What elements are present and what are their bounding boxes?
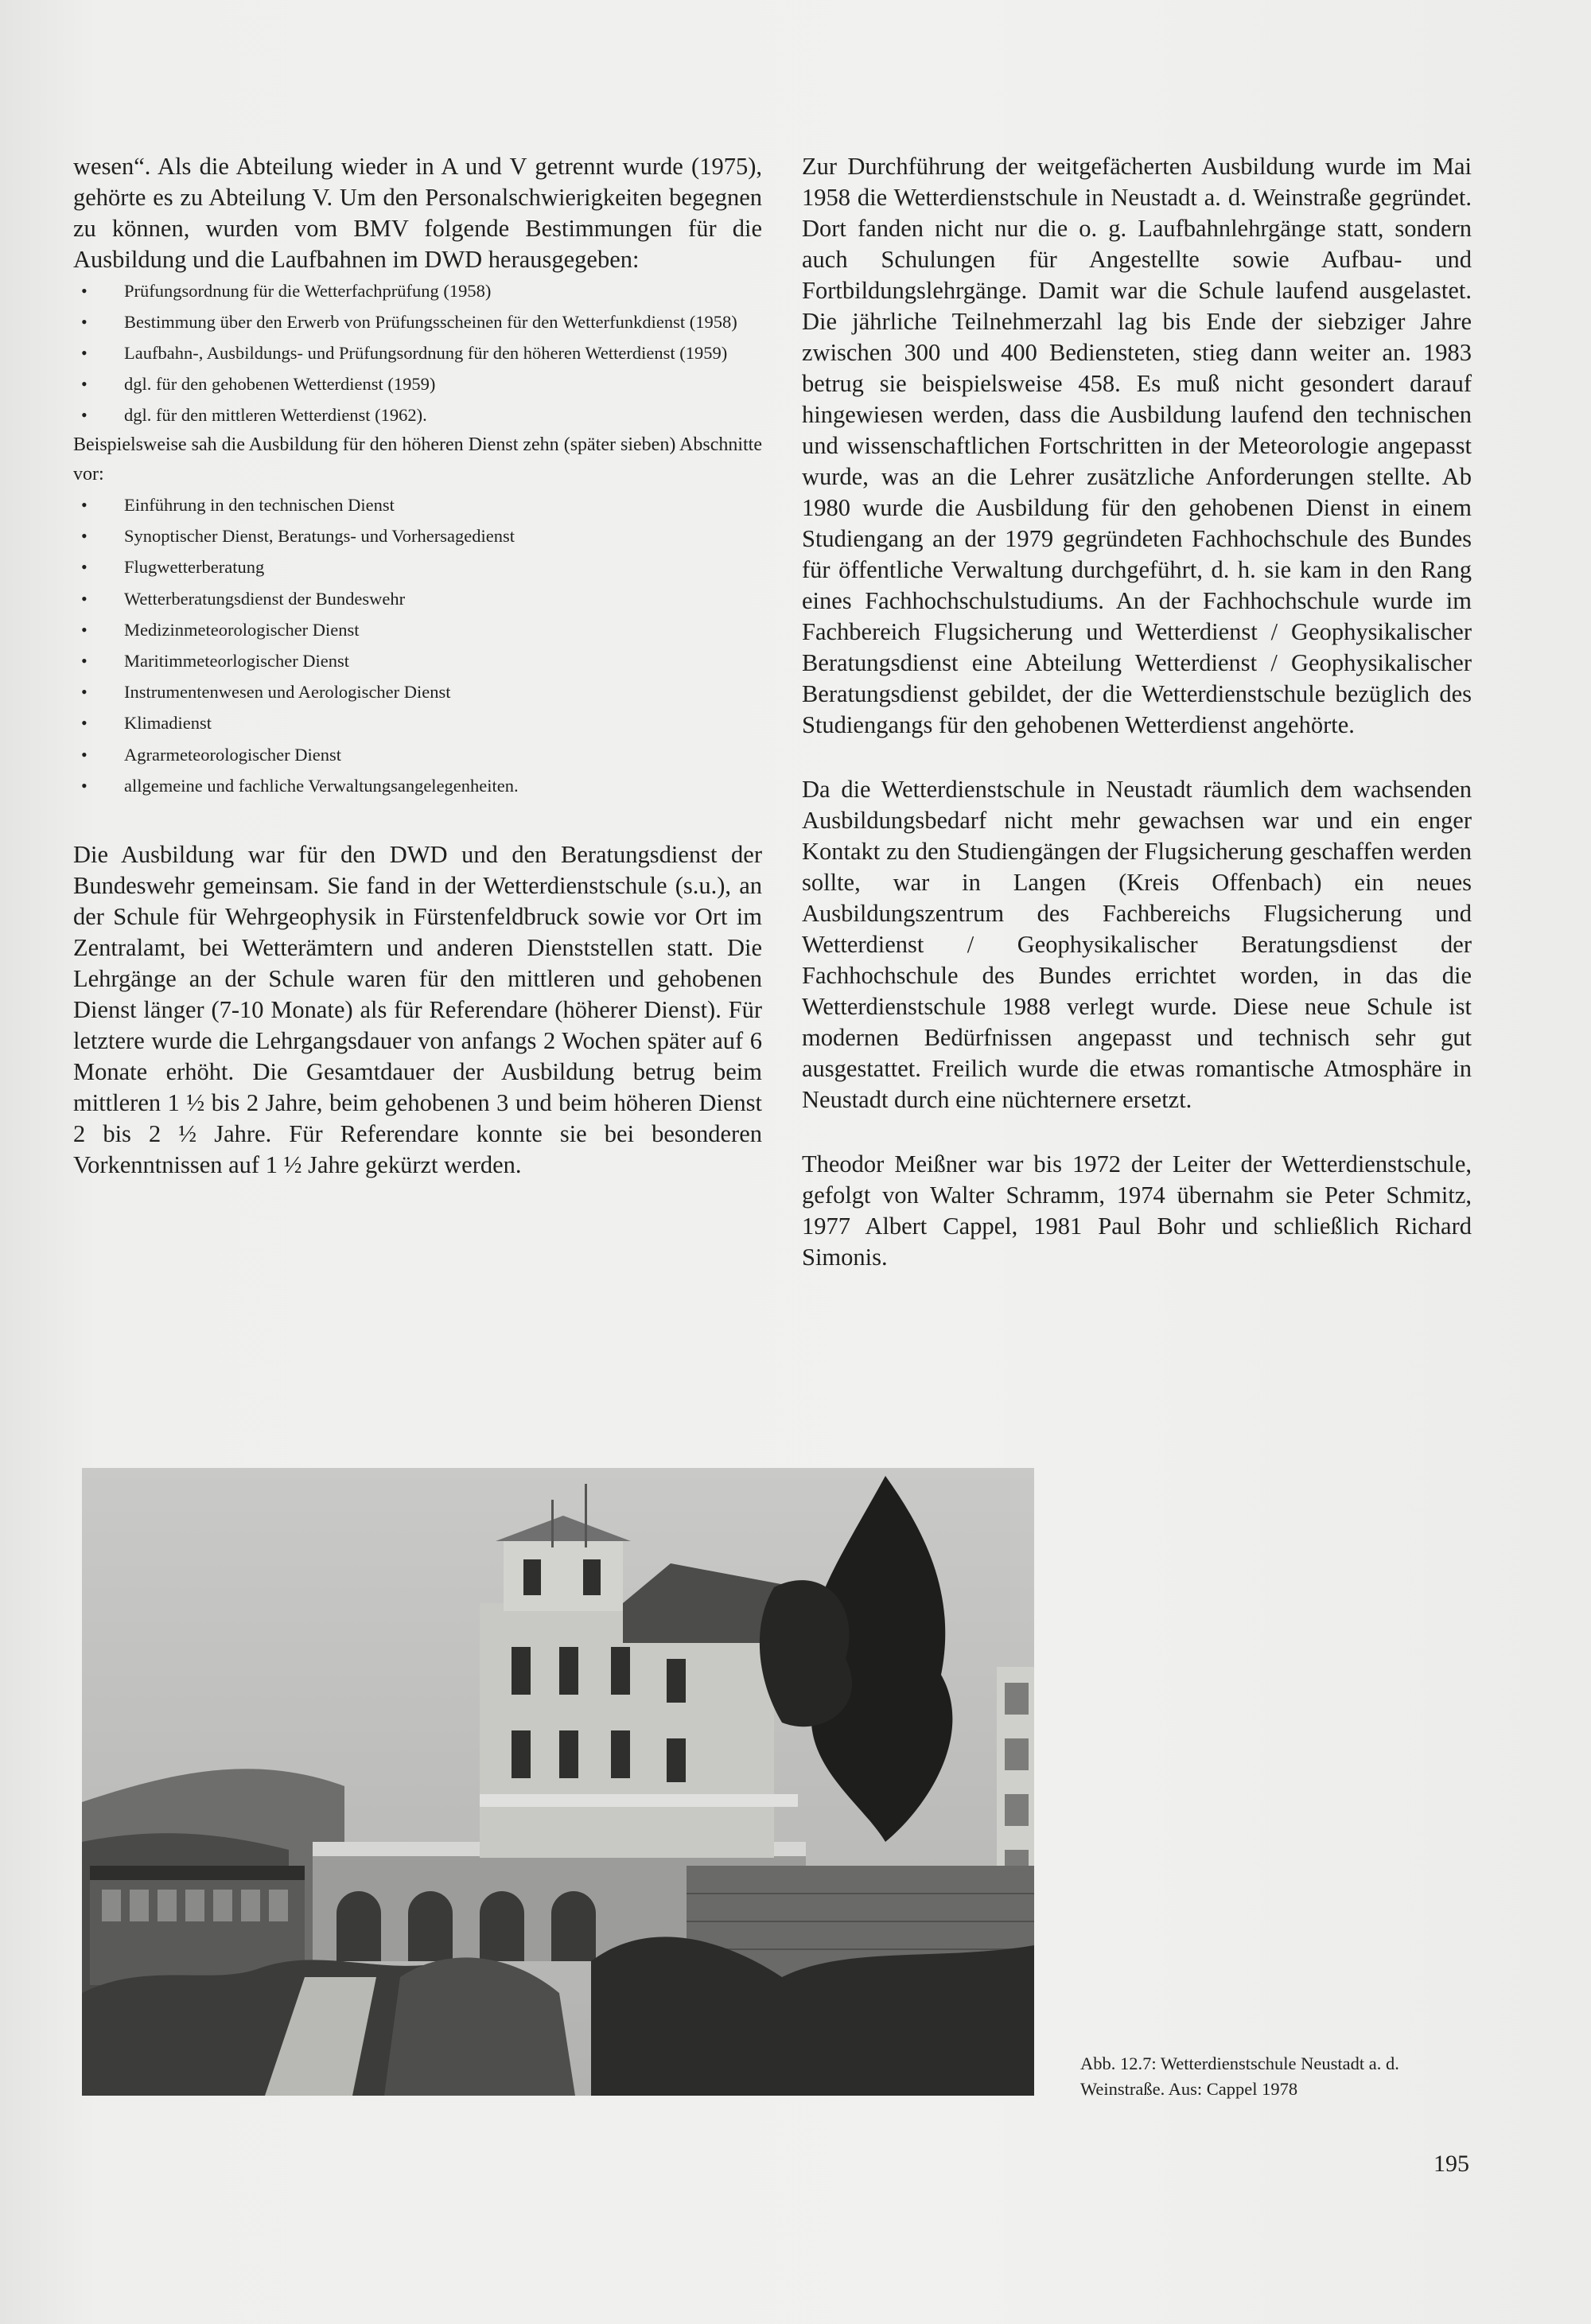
list-item: • Klimadienst [124, 707, 762, 738]
intro-paragraph: wesen“. Als die Abteilung wieder in A und V getrennt wurde (1975), gehörte es zu Abteilung V. Um den Personalschwierigkeiten begegnen zu können, wurden vom BMV folgende Bestimmungen für die Ausbildung und die Laufbahnen im DWD herausgegeben: [73, 153, 762, 273]
list-item: • Prüfungsordnung für die Wetterfachprüfung (1958) [124, 275, 762, 306]
list-item: • Laufbahn-, Ausbildungs- und Prüfungsordnung für den höheren Wetterdienst (1959) [124, 337, 762, 368]
list-item: • Wetterberatungsdienst der Bundeswehr [124, 583, 762, 614]
figure-caption: Abb. 12.7: Wetterdienstschule Neustadt a. d. Weinstraße. Aus: Cappel 1978 [1080, 2053, 1399, 2099]
list-item: • Maritimmeteorlogischer Dienst [124, 645, 762, 676]
list-item: • Einführung in den technischen Dienst [124, 489, 762, 520]
directors-paragraph: Theodor Meißner war bis 1972 der Leiter der Wetterdienstschule, gefolgt von Walter Schramm, 1974 übernahm sie Peter Schmitz, 1977 Albert Cappel, 1981 Paul Bohr und schließlich Richard Simonis. [802, 1150, 1472, 1271]
list-item: • Instrumentenwesen und Aerologischer Dienst [124, 676, 762, 707]
list-item: • Medizinmeteorologischer Dienst [124, 614, 762, 645]
sections-intro: Beispielsweise sah die Ausbildung für den höheren Dienst zehn (später sieben) Abschnitte vor: [73, 434, 762, 485]
school-building-photo [82, 1468, 1034, 2096]
training-paragraph: Die Ausbildung war für den DWD und den Beratungsdienst der Bundeswehr gemeinsam. Sie fand in der Wetterdienstschule (s.u.), an der Schule für Wehrgeophysik in Fürstenfeldbruck sowie vor Ort im Zentralamt, bei Wetterämtern und anderen Dienststellen statt. Die Lehrgänge an der Schule waren für den mittleren und gehobenen Dienst länger (7-10 Monate) als für Referendare (höherer Dienst). Für letztere wurde die Lehrgangsdauer von anfangs 2 Wochen später auf 6 Monate erhöht. Die Gesamtdauer der Ausbildung betrug beim mittleren 1 ½ bis 2 Jahre, beim gehobenen 3 und beim höheren Dienst 2 bis 2 ½ Jahre. Für Referendare konnte sie bei besonderen Vorkenntnissen auf 1 ½ Jahre gekürzt werden. [73, 841, 762, 1179]
list-item: • Bestimmung über den Erwerb von Prüfungsscheinen für den Wetterfunkdienst (1958) [124, 306, 762, 337]
list-item: • allgemeine und fachliche Verwaltungsangelegenheiten. [124, 770, 762, 801]
list-item: • Agrarmeteorologischer Dienst [124, 739, 762, 770]
list-item: • Flugwetterberatung [124, 551, 762, 582]
right-column [802, 151, 1472, 1273]
left-column [73, 151, 762, 1181]
training-sections-list [73, 489, 762, 801]
regulations-list [73, 275, 762, 430]
list-item: • dgl. für den gehobenen Wetterdienst (1959) [124, 368, 762, 399]
list-item: • dgl. für den mittleren Wetterdienst (1962). [124, 399, 762, 430]
school-founding-paragraph: Zur Durchführung der weitgefächerten Ausbildung wurde im Mai 1958 die Wetterdienstschule in Neustadt a. d. Weinstraße gegründet. Dort fanden nicht nur die o. g. Laufbahnlehrgänge statt, sondern auch Schulungen für Angestellte sowie Aufbau- und Fortbildungslehrgänge. Damit war die Schule laufend ausgelastet. Die jährliche Teilnehmerzahl lag bis Ende der siebziger Jahre zwischen 300 und 400 Bediensteten, stieg dann weiter an. 1983 betrug sie beispielsweise 458. Es muß nicht gesondert darauf hingewiesen werden, dass die Ausbildung laufend den technischen und wissenschaftlichen Fortschritten in der Meteorologie angepasst wurde, was an die Lehrer zusätzliche Anforderungen stellte. Ab 1980 wurde die Ausbildung für den gehobenen Dienst in einem Studiengang an der 1979 gegründeten Fachhochschule des Bundes für öffentliche Verwaltung durchgeführt, d. h. sie kam in den Rang eines Fachhochschulstudiums. An der Fachhochschule wurde im Fachbereich Flugsicherung und Wetterdienst / Geophysikalischer Beratungsdienst eine Abteilung Wetterdienst / Geophysikalischer Beratungsdienst gebildet, der die Wetterdienstschule bezüglich des Studiengangs für den gehobenen Wetterdienst angehörte. [802, 153, 1472, 738]
relocation-paragraph: Da die Wetterdienstschule in Neustadt räumlich dem wachsenden Ausbildungsbedarf nicht mehr gewachsen war und ein enger Kontakt zu den Studiengängen der Flugsicherung geschaffen werden sollte, war in Langen (Kreis Offenbach) ein neues Ausbildungszentrum des Fachbereichs Flugsicherung und Wetterdienst / Geophysikalischer Beratungsdienst der Fachhochschule des Bundes errichtet worden, in das die Wetterdienstschule 1988 verlegt wurde. Diese neue Schule ist modernen Bedürfnissen angepasst und technisch sehr gut ausgestattet. Freilich wurde die etwas romantische Atmosphäre in Neustadt durch eine nüchternere ersetzt. [802, 776, 1472, 1113]
list-item: • Synoptischer Dienst, Beratungs- und Vorhersagedienst [124, 520, 762, 551]
page-number: 195 [1433, 2151, 1469, 2177]
